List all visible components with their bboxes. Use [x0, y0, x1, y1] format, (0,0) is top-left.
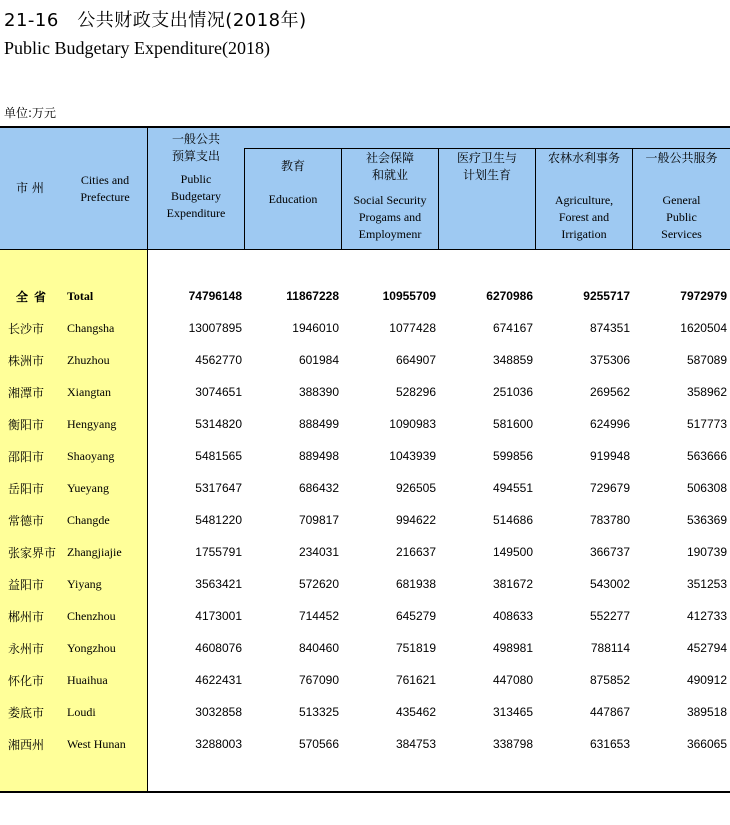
table-bottom-rule — [0, 791, 730, 793]
cell-social-security: 216637 — [395, 545, 436, 559]
table-row — [0, 313, 730, 345]
cell-general-public-services: 563666 — [686, 449, 727, 463]
cell-education: 570566 — [298, 737, 339, 751]
cell-agriculture: 783780 — [589, 513, 630, 527]
cell-total-expenditure: 5317647 — [195, 481, 242, 495]
cell-agriculture: 552277 — [589, 609, 630, 623]
cell-education: 840460 — [298, 641, 339, 655]
cell-health: 6270986 — [486, 289, 533, 303]
cell-general-public-services: 536369 — [686, 513, 727, 527]
cell-social-security: 435462 — [395, 705, 436, 719]
cell-total-expenditure: 4562770 — [195, 353, 242, 367]
cell-agriculture: 375306 — [589, 353, 630, 367]
table-row-total — [0, 281, 730, 313]
cell-health: 338798 — [492, 737, 533, 751]
city-name-cn: 益阳市 — [8, 578, 45, 592]
table-row — [0, 537, 730, 569]
cell-social-security: 1090983 — [389, 417, 436, 431]
cell-education: 388390 — [298, 385, 339, 399]
cell-education: 234031 — [298, 545, 339, 559]
page-subtitle: Public Budgetary Expenditure(2018) — [4, 38, 270, 58]
cell-social-security: 528296 — [395, 385, 436, 399]
city-name-cn: 岳阳市 — [8, 482, 45, 496]
city-name-en: West Hunan — [67, 737, 126, 751]
cell-total-expenditure: 5481220 — [195, 513, 242, 527]
city-name-cn: 张家界市 — [8, 546, 57, 560]
city-name-en: Changde — [67, 513, 110, 527]
cell-health: 447080 — [492, 673, 533, 687]
city-name-en: Zhuzhou — [67, 353, 110, 367]
cell-agriculture: 269562 — [589, 385, 630, 399]
cell-education: 686432 — [298, 481, 339, 495]
cell-social-security: 761621 — [395, 673, 436, 687]
city-name-en: Yueyang — [67, 481, 109, 495]
cell-social-security: 10955709 — [382, 289, 436, 303]
city-name-cn: 郴州市 — [8, 610, 45, 624]
city-name-cn: 永州市 — [8, 642, 45, 656]
cell-education: 714452 — [298, 609, 339, 623]
table-row — [0, 473, 730, 505]
city-name-cn: 湘潭市 — [8, 386, 45, 400]
table-row — [0, 505, 730, 537]
city-name-en: Total — [67, 289, 94, 303]
cell-agriculture: 366737 — [589, 545, 630, 559]
unit-label: 单位:万元 — [4, 106, 57, 120]
cell-education: 11867228 — [286, 289, 339, 303]
city-name-en: Yiyang — [67, 577, 102, 591]
cell-education: 888499 — [298, 417, 339, 431]
table-row — [0, 345, 730, 377]
cell-general-public-services: 351253 — [686, 577, 727, 591]
cell-total-expenditure: 3032858 — [195, 705, 242, 719]
cell-education: 601984 — [298, 353, 339, 367]
cell-general-public-services: 190739 — [686, 545, 727, 559]
cell-total-expenditure: 5481565 — [195, 449, 242, 463]
cell-total-expenditure: 1755791 — [195, 545, 242, 559]
cell-health: 494551 — [492, 481, 533, 495]
cell-total-expenditure: 5314820 — [195, 417, 242, 431]
cell-health: 674167 — [492, 321, 533, 335]
city-name-cn: 全省 — [16, 290, 53, 304]
cell-health: 348859 — [492, 353, 533, 367]
city-name-cn: 株洲市 — [8, 354, 45, 368]
cell-health: 149500 — [492, 545, 533, 559]
cell-agriculture: 543002 — [589, 577, 630, 591]
cell-agriculture: 919948 — [589, 449, 630, 463]
cell-social-security: 1043939 — [389, 449, 436, 463]
cell-agriculture: 9255717 — [583, 289, 630, 303]
header-social-security: 社会保障 和就业 Social Security Progams and Employmenr — [353, 151, 427, 241]
city-name-cn: 怀化市 — [8, 674, 45, 688]
table-row — [0, 729, 730, 761]
cell-agriculture: 447867 — [589, 705, 630, 719]
cell-education: 513325 — [298, 705, 339, 719]
table-row — [0, 665, 730, 697]
cell-general-public-services: 490912 — [686, 673, 727, 687]
table-row — [0, 377, 730, 409]
cell-health: 313465 — [492, 705, 533, 719]
city-name-en: Huaihua — [67, 673, 108, 687]
cell-education: 1946010 — [292, 321, 339, 335]
city-name-en: Yongzhou — [67, 641, 116, 655]
cell-general-public-services: 452794 — [686, 641, 727, 655]
cell-social-security: 645279 — [395, 609, 436, 623]
cell-education: 889498 — [298, 449, 339, 463]
cell-total-expenditure: 74796148 — [188, 289, 242, 303]
cell-general-public-services: 587089 — [686, 353, 727, 367]
cell-general-public-services: 366065 — [686, 737, 727, 751]
city-name-cn: 娄底市 — [8, 706, 45, 720]
cell-health: 408633 — [492, 609, 533, 623]
cell-general-public-services: 517773 — [686, 417, 727, 431]
cell-total-expenditure: 4173001 — [195, 609, 242, 623]
cell-education: 572620 — [298, 577, 339, 591]
header-general-public-services: 一般公共服务 General Public Services — [645, 151, 718, 241]
cell-total-expenditure: 3074651 — [195, 385, 242, 399]
cell-education: 767090 — [298, 673, 339, 687]
city-name-en: Hengyang — [67, 417, 117, 431]
cell-agriculture: 631653 — [589, 737, 630, 751]
city-name-cn: 邵阳市 — [8, 450, 45, 464]
divider — [244, 148, 730, 149]
cell-social-security: 384753 — [395, 737, 436, 751]
cell-education: 709817 — [298, 513, 339, 527]
cell-total-expenditure: 4608076 — [195, 641, 242, 655]
city-name-en: Changsha — [67, 321, 115, 335]
city-name-cn: 长沙市 — [8, 322, 45, 336]
city-name-en: Shaoyang — [67, 449, 115, 463]
header-total-expenditure: 一般公共 预算支出 Public Budgetary Expenditure — [166, 132, 226, 220]
table-row — [0, 633, 730, 665]
cell-total-expenditure: 4622431 — [195, 673, 242, 687]
cell-social-security: 926505 — [395, 481, 436, 495]
cell-health: 251036 — [492, 385, 533, 399]
cell-social-security: 994622 — [395, 513, 436, 527]
city-name-cn: 常德市 — [8, 514, 45, 528]
cell-health: 599856 — [492, 449, 533, 463]
cell-social-security: 751819 — [395, 641, 436, 655]
city-name-en: Chenzhou — [67, 609, 116, 623]
header-bottom-rule — [0, 249, 730, 250]
cell-general-public-services: 412733 — [686, 609, 727, 623]
table-row — [0, 441, 730, 473]
page-title: 21-16 公共财政支出情况(2018年) — [4, 10, 307, 31]
cell-general-public-services: 1620504 — [680, 321, 727, 335]
cell-health: 514686 — [492, 513, 533, 527]
cell-general-public-services: 358962 — [686, 385, 727, 399]
header-health: 医疗卫生与 计划生育 — [456, 151, 517, 182]
table-row — [0, 569, 730, 601]
cell-agriculture: 788114 — [590, 641, 630, 655]
cell-agriculture: 875852 — [589, 673, 630, 687]
cell-general-public-services: 7972979 — [680, 289, 727, 303]
city-name-en: Loudi — [67, 705, 96, 719]
cell-social-security: 664907 — [395, 353, 436, 367]
city-name-cn: 衡阳市 — [8, 418, 45, 432]
header-city-en: Cities and Prefecture — [80, 173, 130, 204]
cell-agriculture: 874351 — [589, 321, 630, 335]
cell-agriculture: 729679 — [589, 481, 630, 495]
cell-social-security: 1077428 — [389, 321, 436, 335]
city-name-cn: 湘西州 — [8, 738, 45, 752]
header-agriculture: 农林水利事务 Agriculture, Forest and Irrigation — [547, 151, 620, 241]
cell-total-expenditure: 3563421 — [195, 577, 242, 591]
cell-health: 498981 — [492, 641, 533, 655]
cell-general-public-services: 506308 — [686, 481, 727, 495]
cell-total-expenditure: 13007895 — [188, 321, 242, 335]
table-row — [0, 409, 730, 441]
city-name-en: Zhangjiajie — [67, 545, 122, 559]
cell-health: 581600 — [492, 417, 533, 431]
cell-general-public-services: 389518 — [686, 705, 727, 719]
table-row — [0, 601, 730, 633]
cell-agriculture: 624996 — [589, 417, 630, 431]
cell-social-security: 681938 — [395, 577, 436, 591]
header-education: 教育 Education — [268, 159, 318, 206]
table-row — [0, 697, 730, 729]
cell-health: 381672 — [492, 577, 533, 591]
header-city-cn: 市 州 — [16, 181, 44, 195]
cell-total-expenditure: 3288003 — [195, 737, 242, 751]
city-name-en: Xiangtan — [67, 385, 111, 399]
